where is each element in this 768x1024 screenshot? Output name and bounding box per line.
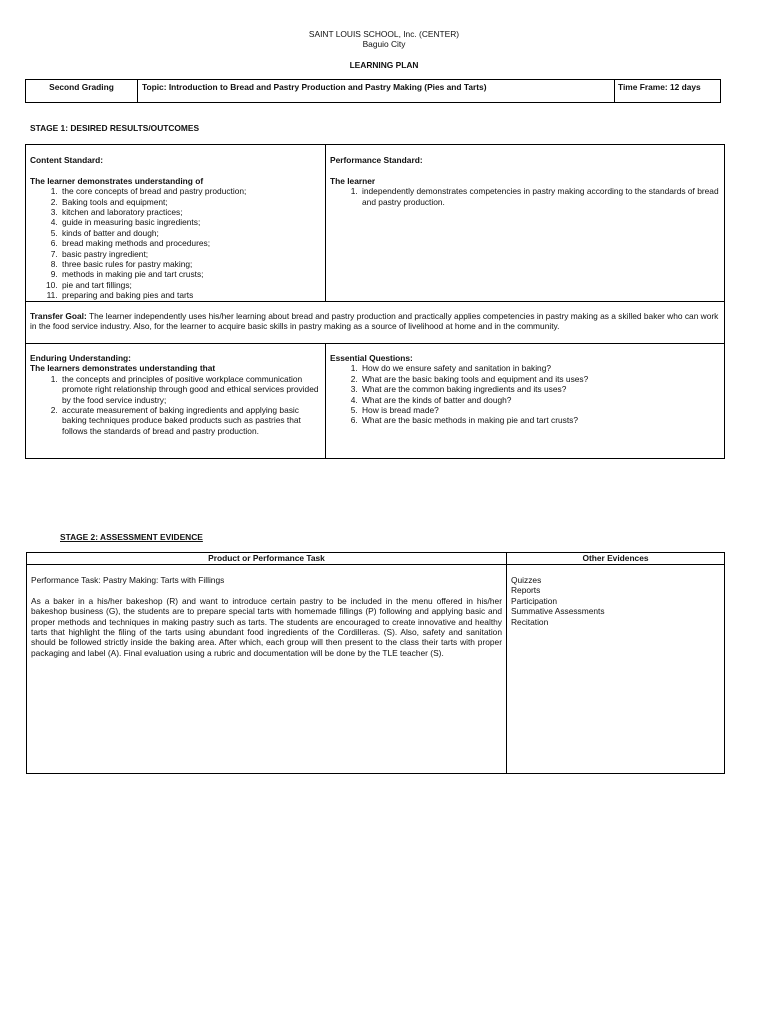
- list-item: 5. How is bread made?: [360, 405, 722, 415]
- performance-task-title: Performance Task: Pastry Making: Tarts with Fillings: [31, 575, 225, 585]
- list-item: 6. What are the basic methods in making pie and tart crusts?: [360, 415, 722, 425]
- school-city: Baguio City: [362, 39, 406, 49]
- task-column-header: Product or Performance Task: [208, 553, 325, 563]
- list-item: 5. kinds of batter and dough;: [60, 228, 322, 238]
- info-row-table: [25, 79, 721, 103]
- enduring-understanding-intro: The learners demonstrates understanding that: [30, 363, 216, 374]
- list-item: 2. What are the basic baking tools and equipment and its uses?: [360, 374, 722, 384]
- list-item: 6. bread making methods and procedures;: [60, 238, 322, 248]
- topic: Topic: Introduction to Bread and Pastry Production and Pastry Making (Pies and Tarts): [142, 82, 487, 92]
- list-item: Reports: [511, 585, 541, 596]
- performance-standard-list: [330, 186, 722, 207]
- performance-standard-cell: [330, 155, 722, 207]
- document-title: LEARNING PLAN: [349, 60, 419, 70]
- list-item: 1. the core concepts of bread and pastry production;: [60, 186, 322, 196]
- stage1-table: [25, 144, 725, 459]
- content-standard-list: [30, 186, 322, 300]
- other-evidences-cell: [511, 575, 721, 627]
- list-item: 10. pie and tart fillings;: [60, 280, 322, 290]
- essential-questions-cell: [330, 353, 722, 426]
- essential-questions-list: [330, 363, 722, 425]
- content-standard-heading: Content Standard:: [30, 155, 104, 165]
- list-item: Summative Assessments: [511, 606, 605, 617]
- performance-standard-intro: The learner: [330, 175, 376, 186]
- list-item: 4. What are the kinds of batter and dough?: [360, 395, 722, 405]
- content-standard-intro: The learner demonstrates understanding of: [30, 175, 204, 186]
- list-item: 11. preparing and baking pies and tarts: [60, 290, 322, 300]
- list-item: 3. kitchen and laboratory practices;: [60, 207, 322, 217]
- stage2-table: [26, 552, 725, 774]
- stage1-title: STAGE 1: DESIRED RESULTS/OUTCOMES: [30, 123, 200, 133]
- evidence-column-header: Other Evidences: [582, 553, 649, 563]
- performance-standard-heading: Performance Standard:: [330, 155, 423, 165]
- performance-task-body: As a baker in a his/her bakeshop (R) and want to introduce certain pastry to be included in the menu offered in his/her bakeshop business (G), the students are to prepare special tarts with homemade fillings (P) following and applying basic and proper methods and techniques in making pastry such as tarts. The students are encouraged to create innovative and healthy tarts that highlight the filing of the tarts using abundant food ingredients of the Cordilleras. (S). Also, safety and sanitation should be followed strictly inside the baking area. After which, each group will then present to the class their tarts with proper packaging and label (A). Final evaluation using a rubric and documentation will be done by the TLE teacher (S).: [31, 595, 502, 658]
- content-standard-cell: [30, 155, 322, 301]
- essential-questions-heading: Essential Questions:: [330, 353, 413, 363]
- stage2-title: STAGE 2: ASSESSMENT EVIDENCE: [60, 532, 203, 542]
- list-item: 1. How do we ensure safety and sanitation in baking?: [360, 363, 722, 373]
- list-item: 1. the concepts and principles of positive workplace communication promote right relationship through good and ethical services provided by the food service industry;: [60, 374, 322, 405]
- transfer-goal-text: The learner independently uses his/her learning about bread and pastry production and practically applies competencies in pastry making as a skilled baker who can work in the food service industry. Also, for the learner to acquire basic skills in pastry making as a source of livelihood at home and in the community.: [30, 311, 719, 332]
- list-item: Participation: [511, 595, 558, 606]
- list-item: 7. basic pastry ingredient;: [60, 249, 322, 259]
- enduring-understanding-cell: [30, 353, 322, 436]
- list-item: Quizzes: [511, 575, 542, 585]
- performance-task-cell: [31, 575, 502, 658]
- transfer-goal-label: Transfer Goal:: [30, 311, 87, 321]
- list-item: 9. methods in making pie and tart crusts;: [60, 269, 322, 279]
- list-item: 4. guide in measuring basic ingredients;: [60, 217, 322, 227]
- enduring-understanding-heading: Enduring Understanding:: [30, 353, 131, 363]
- list-item: 8. three basic rules for pastry making;: [60, 259, 322, 269]
- other-evidences-list: [511, 575, 721, 627]
- enduring-understanding-list: [30, 374, 322, 436]
- time-frame: Time Frame: 12 days: [618, 82, 701, 92]
- transfer-goal-cell: [30, 311, 720, 332]
- list-item: Recitation: [511, 616, 549, 627]
- grading-period: Second Grading: [49, 82, 114, 92]
- list-item: 2. Baking tools and equipment;: [60, 197, 322, 207]
- list-item: 2. accurate measurement of baking ingredients and applying basic baking techniques produce baked products such as pastries that follows the standards of bread and pastry production.: [60, 405, 322, 436]
- list-item: 1. independently demonstrates competencies in pastry making according to the standards of bread and pastry production.: [360, 186, 722, 207]
- school-name: SAINT LOUIS SCHOOL, Inc. (CENTER): [308, 29, 460, 39]
- list-item: 3. What are the common baking ingredients and its uses?: [360, 384, 722, 394]
